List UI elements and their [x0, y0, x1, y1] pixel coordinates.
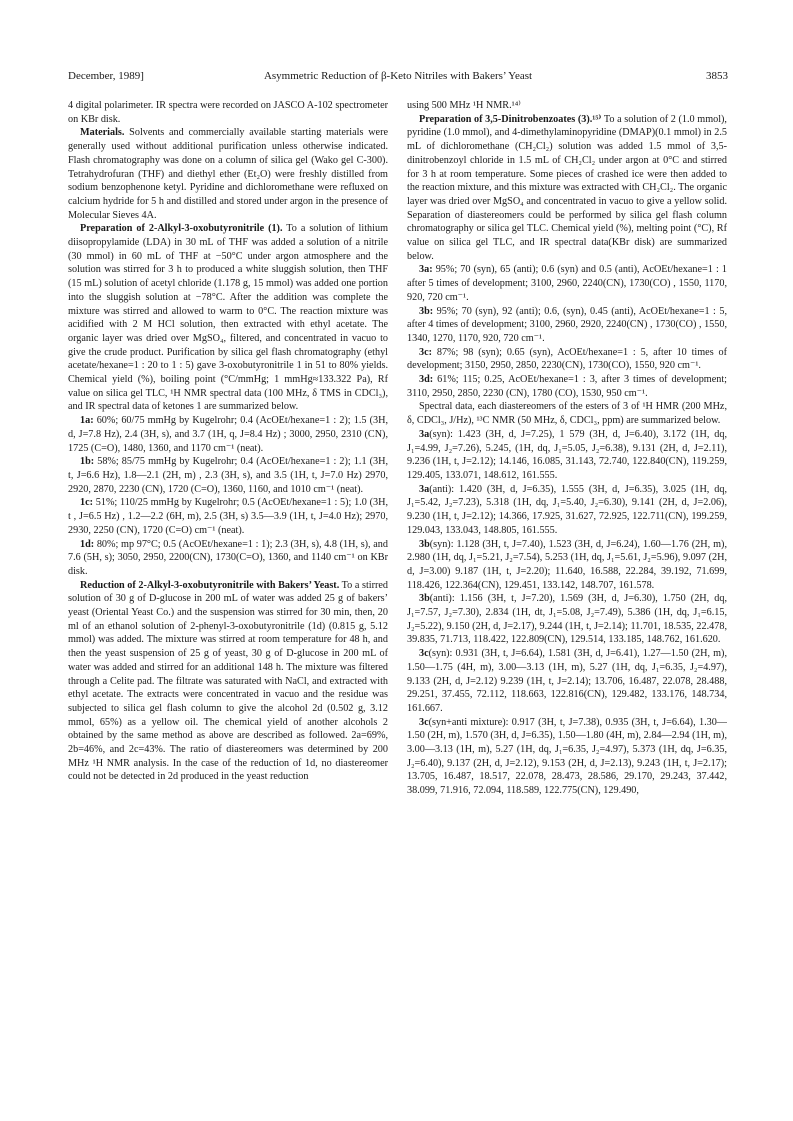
paragraph-text: 95%; 70 (syn), 92 (anti); 0.6, (syn), 0.45 (anti), AcOEt/hexane=1 : 5, after 4 times of development; 3100, 2960, 2920, 2240(CN) , 1730(CO) , 1550, 1340, 1270, 1170, 920, 720 cm⁻¹.: [407, 305, 727, 344]
paragraph-heading: 3a: [419, 428, 430, 440]
paragraph-heading: 3c: [419, 716, 429, 728]
paragraph-text: (syn): 0.931 (3H, t, J=6.64), 1.581 (3H, d, J=6.41), 1.27—1.50 (2H, m), 1.50—1.75 (4H, m), 3.00—3.13 (1H, m), 5.27 (1H, dq, J₁=6.35, J₂=4.97), 9.133 (2H, d, J=2.12) 9.239 (1H, t, J=2.14); 13.706, 16.487, 22.078, 28.488, 29.251, 37.455, 72.112, 118.663, 122.816(CN), 129.482, 133.176, 148.734, 161.667.: [407, 648, 727, 714]
paragraph: [68, 538, 388, 579]
paragraph: [68, 99, 388, 126]
paragraph-text: (syn): 1.128 (3H, t, J=7.40), 1.523 (3H, d, J=6.24), 1.60—1.76 (2H, m), 2.980 (1H, dq, J₁=5.21, J₂=7.54), 5.253 (1H, dq, J₁=5.61, J₂=5.96), 9.097 (2H, d, J=3.00) 9.187 (1H, t, J=2.20); 11.640, 16.588, 22.284, 39.192, 71.699, 118.426, 122.364(CN), 129.451, 133.142, 148.707, 161.578.: [407, 538, 727, 591]
paragraph-heading: Preparation of 3,5-Dinitrobenzoates (3).¹⁵⁾: [419, 113, 602, 125]
paragraph-heading: 3a: [419, 483, 430, 495]
paragraph: [68, 579, 388, 785]
paragraph: [407, 305, 727, 346]
right-column: [407, 99, 727, 798]
paragraph-text: Solvents and commercially available starting materials were generally used without additional purification unless otherwise indicated. Flash chromatography was done on a column of silica gel (Wako gel C-300). Tetrahydrofuran (THF) and diethyl ether (Et₂O) were freshly distilled from sodium benzophenone ketyl. Pyridine and dichloromethane were refluxed on calcium hydride for 5 h and distilled and stored under argon in the presence of Molecular Sieves 4A.: [68, 127, 388, 221]
paragraph-text: To a solution of lithium diisopropylamide (LDA) in 30 mL of THF was added a solution of a nitrile (30 mmol) in 60 mL of THF at −50°C under argon atmosphere and the solution was stirred for 3 h to produced a white sluggish solution, then THF (15 mL) solution of acetyl chloride (1.178 g, 15 mmol) was added one portion into the sluggish solution at −78°C. After the addition was complete the mixture was stirred and allowed to warm to 0°C. The reaction mixture was acidified with 2 M HCl solution, then extracted with ethyl acetate. The organic layer was dried over MgSO₄, filtered, and concentrated in vacuo to give the crude product. Purification by silica gel flash chromatography (ethyl acetate/hexane=1 : 20 to 1 : 5) gave 3-oxobutyronitrile 1 in 51 to 80% yields. Chemical yield (%), boiling point (°C/mmHg; 1 mmHg≈133.322 Pa), Rf value on silica gel TLC, ¹H NMR spectral data (100 MHz, δ TMS in CDCl₃), and IR spectral data of ketones 1 are summarized below.: [68, 223, 388, 413]
header-date: December, 1989]: [68, 70, 144, 82]
paragraph-heading: 1d:: [80, 538, 95, 550]
paragraph: [68, 414, 388, 455]
paragraph-heading: 1a:: [80, 415, 94, 427]
paragraph-text: using 500 MHz ¹H NMR.¹⁴⁾: [407, 100, 521, 111]
paragraph: [407, 538, 727, 593]
paragraph-heading: 3c:: [419, 346, 433, 358]
paragraph-text: 61%; 115; 0.25, AcOEt/hexane=1 : 3, after 3 times of development; 3110, 2950, 2850, 2230 (CN), 1780 (CO), 1530, 950 cm⁻¹.: [407, 374, 727, 399]
paragraph-heading: 1b:: [80, 456, 95, 468]
paragraph-text: 51%; 110/25 mmHg by Kugelrohr; 0.5 (AcOEt/hexane=1 : 5); 1.0 (3H, t , J=6.5 Hz) , 1.2—2.2 (6H, m), 2.5 (3H, s) 3.5—3.9 (1H, t, J=4.0 Hz); 2970, 2930, 2250 (CN), 1720 (C=O) cm⁻¹ (neat).: [68, 497, 388, 536]
paragraph: [407, 113, 727, 264]
paragraph-text: 58%; 85/75 mmHg by Kugelrohr; 0.4 (AcOEt/hexane=1 : 2); 1.1 (3H, t, J=6.6 Hz), 1.8—2.1 (2H, m) , 2.3 (3H, s), and 3.5 (1H, t, J=7.0 Hz) 2970, 2920, 2870, 2230 (CN), 1720 (C=O), 1360, 1160, and 1010 cm⁻¹ (neat).: [68, 456, 388, 495]
paragraph-heading: Preparation of 2-Alkyl-3-oxobutyronitrile (1).: [80, 223, 283, 235]
paragraph: [68, 455, 388, 496]
paragraph-heading: 3c: [419, 648, 429, 660]
paragraph-heading: 3b:: [419, 305, 434, 317]
paragraph-heading: 3d:: [419, 374, 434, 386]
paragraph: [407, 716, 727, 798]
paragraph-text: (syn): 1.423 (3H, d, J=7.25), 1 579 (3H, d, J=6.40), 3.172 (1H, dq, J₁=4.99, J₂=7.26), 5.245, (1H, dq, J₁=5.05, J₂=6.38), 9.131 (2H, d, J=2.11), 9.236 (1H, t, J=2.12); 14.146, 16.085, 31.143, 72.740, 122.840(CN), 119.259, 129.405, 133.071, 148.612, 161.555.: [407, 428, 727, 481]
paragraph-text: To a stirred solution of 30 g of D-glucose in 200 mL of water was added 25 g of bakers’ yeast (Oriental Yeast Co.) and the suspension was stirred for 30 min, then, 20 ml of an ethanol solution of 2-phenyl-3-oxobutyronitrile (1d) (0.815 g, 5.12 mmol) was added. The mixture was stirred at room temperature for 48 h, and then the yeast suspension of 25 g of yeast, 30 g of D-glucose in 200 mL of water was added and stirred for an additional 148 h. The mixture was filtered through a Celite pad. The filtrate was saturated with NaCl, and extracted with ethyl acetate. The extracts were concentrated in vacuo and the residue was subjected to silica gel flash column to give the alcohol 2d (0.502 g, 3.12 mmol, 65%) as a yellow oil. The chemical yield of another alcohols 2 obtained by the same method as above are described as followed. 2a=69%, 2b=46%, and 2c=43%. The ratio of diastereomers was determined by 200 MHz ¹H NMR analysis. In the case of the reduction of 1d, no diastereomer could not be detected in 2d produced in the yeast reduction: [68, 579, 388, 783]
paragraph: [407, 592, 727, 647]
paragraph: [407, 483, 727, 538]
paragraph-text: (anti): 1.156 (3H, t, J=7.20), 1.569 (3H, d, J=6.30), 1.750 (2H, dq, J₁=7.57, J₂=7.30), 2.834 (1H, dt, J₁=5.08, J₂=7.49), 5.386 (1H, dq, J₁=6.15, J₂=5.22), 9.150 (2H, d, J=2.17), 9.244 (1H, t, J=2.14); 11.701, 18.535, 22.478, 39.835, 71.713, 118.422, 122.809(CN), 129.514, 133.185, 148.762, 161.620.: [407, 593, 727, 646]
paragraph-text: To a solution of 2 (1.0 mmol), pyridine (1.0 mmol), and 4-dimethylaminopyridine (DMAP)(0.1 mmol) in 2.5 mL of dichloromethane (CH₂Cl₂) solution was added 1.5 mmol of 3,5-dinitrobenzoyl chloride in 1.5 mL of CH₂Cl₂ under argon at 0°C and stirred for 3 h at room temperature. Some pieces of crashed ice were then added to the reaction mixture, and this mixture was extracted with CH₂Cl₂. The organic layer was dried over MgSO₄ and concentrated in vacuo to give a yellow solid. Separation of diastereomers could be performed by silica gel flash column chromatography or silica gel TLC. Chemical yield (%), melting point (°C), Rf value on silica gel TLC, and IR spectral data(KBr disk) are summarized below.: [407, 113, 727, 262]
left-column: [68, 99, 388, 784]
paragraph-text: 95%; 70 (syn), 65 (anti); 0.6 (syn) and 0.5 (anti), AcOEt/hexane=1 : 1 after 5 times of development; 3100, 2960, 2240(CN), 1730(CO) , 1550, 1170, 920, 720 cm⁻¹.: [407, 264, 727, 303]
paragraph-heading: 3b: [419, 593, 430, 605]
paragraph: [407, 400, 727, 427]
paragraph: [407, 263, 727, 304]
paragraph: [68, 496, 388, 537]
paragraph: [407, 346, 727, 373]
header-title: Asymmetric Reduction of β-Keto Nitriles with Bakers’ Yeast: [263, 70, 533, 82]
paragraph: [407, 373, 727, 400]
paragraph-heading: 3b: [419, 538, 430, 550]
paragraph-text: 87%; 98 (syn); 0.65 (syn), AcOEt/hexane=1 : 5, after 10 times of development; 3150, 2950, 2850, 2230(CN), 1730(CO), 1550, 920 cm⁻¹.: [407, 346, 727, 372]
paragraph: [68, 126, 388, 222]
paragraph: [407, 99, 727, 113]
paragraph-heading: Materials.: [80, 127, 125, 139]
paragraph-text: 60%; 60/75 mmHg by Kugelrohr; 0.4 (AcOEt/hexane=1 : 2); 1.5 (3H, d, J=7.8 Hz), 2.4 (3H, s), and 3.7 (1H, q, J=8.4 Hz) ; 3000, 2950, 2310 (CN), 1725 (C=O), 1480, 1360, and 1170 cm⁻¹ (neat).: [68, 415, 388, 454]
paragraph-text: (syn+anti mixture): 0.917 (3H, t, J=7.38), 0.935 (3H, t, J=6.64), 1.30—1.50 (2H, m), 1.570 (3H, d, J=6.35), 1.50—1.80 (4H, m), 2.84—2.94 (1H, m), 3.00—3.13 (1H, m), 5.27 (1H, dq, J₁=6.35, J₂=4.97), 5.373 (1H, dq, J=6.35, J₂=6.40), 9.137 (2H, d, J=2.12), 9.153 (2H, d, J=2.13), 9.243 (1H, t, J=2.17); 13.705, 16.487, 18.517, 22.078, 28.473, 28.586, 29.170, 29.243, 37.442, 38.099, 71.916, 72.094, 118.589, 122.775(CN), 129.490,: [407, 716, 727, 797]
paragraph-text: 4 digital polarimeter. IR spectra were recorded on JASCO A-102 spectrometer on KBr disk.: [68, 100, 388, 125]
paragraph-heading: Reduction of 2-Alkyl-3-oxobutyronitrile with Bakers’ Yeast.: [80, 579, 340, 591]
paragraph-heading: 1c:: [80, 497, 94, 509]
paragraph: [407, 428, 727, 483]
paragraph: [407, 647, 727, 716]
paragraph: [68, 222, 388, 414]
page-number: 3853: [706, 70, 728, 82]
running-header: [68, 70, 728, 86]
paragraph-text: 80%; mp 97°C; 0.5 (AcOEt/hexane=1 : 1); 2.3 (3H, s), 4.8 (1H, s), and 7.6 (5H, s); 3050, 2950, 2200(CN), 1730(C=O), 1360, and 1140 cm⁻¹ on KBr disk.: [68, 538, 388, 577]
paragraph-text: Spectral data, each diastereomers of the esters of 3 of ¹H HMR (200 MHz, δ, CDCl₃, J/Hz), ¹³C NMR (50 MHz, δ, CDCl₃, ppm) are summarized below.: [407, 401, 727, 427]
paragraph-heading: 3a:: [419, 264, 433, 276]
paragraph-text: (anti): 1.420 (3H, d, J=6.35), 1.555 (3H, d, J=6.35), 3.025 (1H, dq, J₁=5.42, J₂=7.23), 5.318 (1H, dq, J₁=5.40, J₂=6.30), 9.141 (2H, d, J=2.06), 9.230 (1H, t, J=2.12); 14.366, 17.925, 31.627, 72.925, 122.711(CN), 199.259, 129.043, 133.043, 148.805, 161.555.: [407, 483, 727, 536]
